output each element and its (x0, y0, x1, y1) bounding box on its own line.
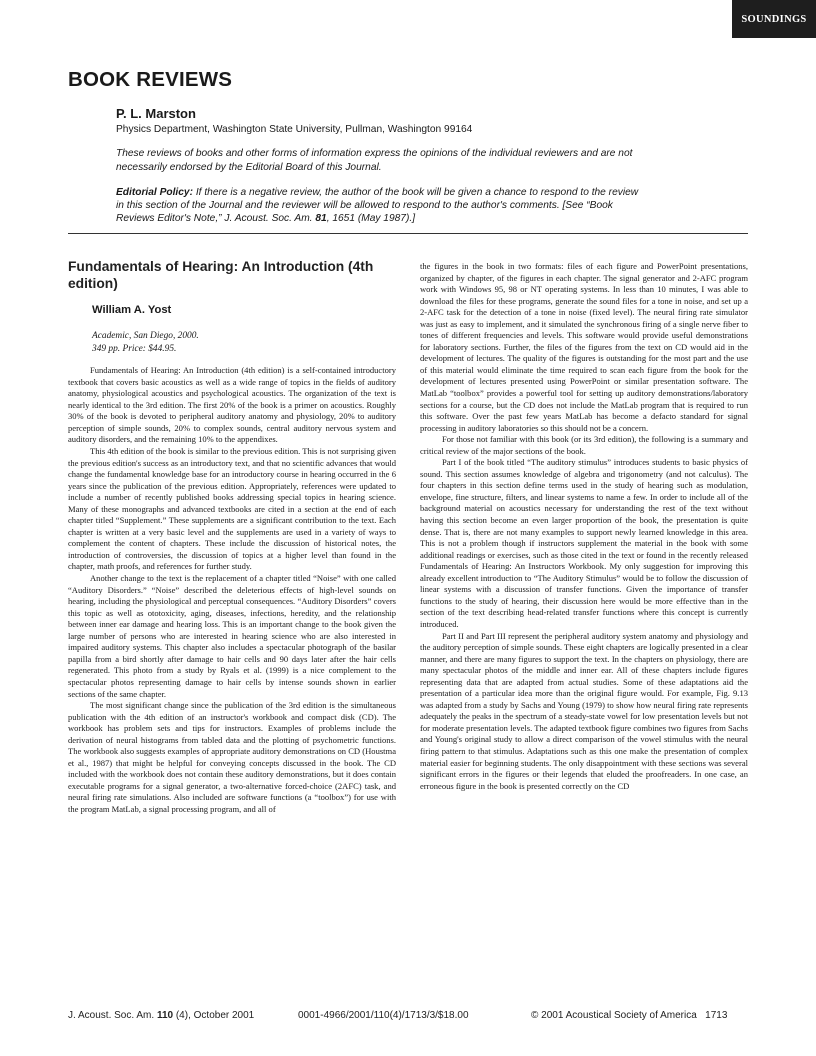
review-title: Fundamentals of Hearing: An Introduction (4th edition) (68, 259, 374, 291)
publisher: Academic, San Diego, 2000. (92, 331, 199, 341)
section-title: BOOK REVIEWS (68, 68, 233, 91)
editorial-policy-text: If there is a negative review, the author of the book will be given a chance to respond to the review in this section of the Journal and the reviewer will be allowed to respond to the author's comments. [See “Book Reviews Editor's Note,” J. Acoust. Soc. Am. (116, 187, 639, 225)
footer-copyright-block (531, 1010, 727, 1021)
footer-journal: J. Acoust. Soc. Am. (68, 1010, 157, 1021)
footer-citation (68, 1010, 254, 1021)
page-number: 1713 (705, 1010, 728, 1021)
footer-copyright: © 2001 Acoustical Society of America (531, 1010, 697, 1021)
footer-code: 0001-4966/2001/110(4)/1713/3/$18.00 (298, 1010, 469, 1021)
right-column (420, 261, 748, 792)
publication-info (92, 330, 396, 355)
paragraph: Another change to the text is the replacement of a chapter titled “Noise” with one called “Auditory Disorders.” “Noise” described the deleterious effects of high-level sounds on hearing, including the physiological and perceptual consequences. “Auditory Disorders” covers this topic as well as ototoxicity, aging, diseases, infections, heredity, and the relationship between inner ear damage and hearing loss. This is an important change to the book given the large number of persons who are interested in hearing science who are also interested in impaired auditory systems. This chapter also includes a spectacular photograph of the basilar papilla from a bird shortly after damage to hair cells and 90 days later after the hair cells regenerated. This photo from a study by Ryals et al. (1999) is a nice complement to the spectacular photos representing damage to hair cells by intense sounds shown in earlier sections of the same chapter. (68, 573, 396, 699)
editor-name: P. L. Marston (116, 106, 196, 121)
editorial-policy-volume: 81 (315, 213, 327, 225)
editorial-policy-label: Editorial Policy: (116, 187, 193, 198)
header-divider (68, 233, 748, 234)
reviews-disclaimer: These reviews of books and other forms of information express the opinions of the individual reviewers and are not necessarily endorsed by the Editorial Board of this Journal. (116, 148, 633, 173)
review-author: William A. Yost (92, 304, 172, 316)
footer-issue-date: (4), October 2001 (173, 1010, 255, 1021)
section-tab-soundings: SOUNDINGS (732, 0, 816, 38)
paragraph: This 4th edition of the book is similar to the previous edition. This is not surprising given the previous edition's success as an introductory text, and that no scientific advances that would change the fundamental knowledge base for an introductory course in hearing occurred in the 6 years since the publication of the previous edition. Appropriately, references were updated to include a number of recently published books addressing special topics in hearing science. Many of these monographs and advanced textbooks are cited in a section at the end of each chapter titled “Supplement.” These supplements are a significant contribution to the text. Each chapter is written at a very basic level and the supplements are used in a variety of ways to complement the content of chapters. These include the discussion of historical notes, the introduction of controversies, the discussion of topics at a higher level than found in the chapter, math proofs, and references for further study. (68, 446, 396, 572)
paragraph: Part I of the book titled “The auditory stimulus” introduces students to basic physics of sound. This section assumes knowledge of algebra and trigonometry (and not calculus). The four chapters in this section define terms used in the study of hearing such as modulation, envelope, fine structure, filters, and linear systems to name a few. In order to include all of the background material on acoustics necessary for understanding the rest of the text without having this section become an even larger proportion of the book, the presentation is quite dense. That is, there are not many examples to support newly learned knowledge in this area. This is not a problem though if instructors supplement the material in the book with some additional readings or exercises, such as those cited in the text or found in the recently released Fundamentals of Hearing: An Instructors Workbook. My only suggestion for improving this already excellent introduction to “The Auditory Stimulus” would be to follow the discussion of linear systems with a discussion of transfer functions. Given the importance of transfer functions to the study of hearing, their discussion here would be more effective than in the section of the text describing head-related transfer functions where this concept is currently introduced. (420, 457, 748, 629)
paragraph: For those not familiar with this book (or its 3rd edition), the following is a summary and critical review of the major sections of the book. (420, 434, 748, 456)
pages-price: 349 pp. Price: $44.95. (92, 343, 177, 354)
editorial-policy (116, 186, 641, 226)
footer-volume: 110 (156, 1010, 174, 1021)
editorial-policy-text-end: , 1651 (May 1987).] (326, 213, 416, 225)
paragraph: the figures in the book in two formats: files of each figure and PowerPoint presentations, organized by chapter, of the figures in each chapter. The signal generator and 2-AFC program work with Windows 95, 98 or NT operating systems. In less than 10 minutes, I was able to download the files for these programs, generate the sound files for a tone in noise, and set up a 2-AFC task for the detection of a tone in noise (fixed level). The neural firing rate simulator was just as easy to implement, and it simulated the synchronous firing of a single nerve fiber to tones of different frequencies and levels. This software would provide useful demonstrations for laboratory sections. Further, the files of the figures from the text on CD would aid in the development of lectures. The quality of the figures is outstanding for the most part and the use of this material would eliminate the time required to scan each figure from the book for the development of lectures presented using PowerPoint or similar presentation software. The MatLab “toolbox” provides a powerful tool for setting up auditory demonstrations/laboratory sections for a course, but the CD does not include the MatLab program that is required to run this software. Over the past few years MatLab has become a defacto standard for signal processing in auditory laboratories so this should not be a concern. (420, 261, 748, 433)
paragraph: Part II and Part III represent the peripheral auditory system anatomy and physiology and the auditory perception of simple sounds. These eight chapters are logically presented in a clear manner, and there are many figures to support the text. In the chapters on physiology, there are many spectacular photos of the middle and inner ear. All of these chapters include figures representing data that are adapted from actual studies. Some of these adaptations aid the presentation of a particular idea more than the original figure would. For example, Fig. 9.13 was adapted from a study by Sachs and Young (1979) to show how neural firing rate represents adequately the peaks in the spectrum of a steady-state vowel for low presentation levels but not for moderate presentation levels. The adapted textbook figure combines two figures from Sachs and Young's original study to allow a direct comparison of the vowel stimulus with the neural firing pattern to that stimulus. Adaptations such as this one make the presentation of complex material easier for beginning students. The only disappointment with these sections was several significant errors in the figures or their legends that eluded the proofreaders. In one case, an erroneous figure in the book is presented correctly on the CD (420, 630, 748, 791)
editor-affiliation: Physics Department, Washington State University, Pullman, Washington 99164 (116, 124, 473, 135)
paragraph: The most significant change since the publication of the 3rd edition is the simultaneous publication with the 4th edition of an instructor's workbook and compact disk (CD). The workbook has problem sets and tips for instructors. Examples of problems include the derivation of neural histograms from tabled data and the plotting of psychometric functions. The workbook also suggests examples of appropriate auditory demonstrations on CD (Houstma et al., 1987) that might be helpful for conveying concepts discussed in the book. The CD included with the workbook does not contain these auditory demonstrations, but it does contain executable programs for a signal generator, a two-alternative forced-choice (2AFC) task, and neural firing rate simulations. Also included are software functions (a “toolbox”) for use with the program MatLab, a signal processing program, and all of (68, 700, 396, 814)
left-column (68, 258, 396, 816)
paragraph: Fundamentals of Hearing: An Introduction (4th edition) is a self-contained introductory textbook that covers basic acoustics as well as a wide range of topics in the fields of auditory anatomy, physiological acoustics and psychological acoustics. The organization of the text is nearly identical to the 3rd edition. The first 20% of the book is a primer on acoustics. Roughly 30% of the book is devoted to peripheral auditory anatomy and physiology, 20% to auditory perception of simple sounds, 20% to complex sounds, central auditory nervous system and auditory disorders, and the remaining 10% to the appendixes. (68, 365, 396, 445)
